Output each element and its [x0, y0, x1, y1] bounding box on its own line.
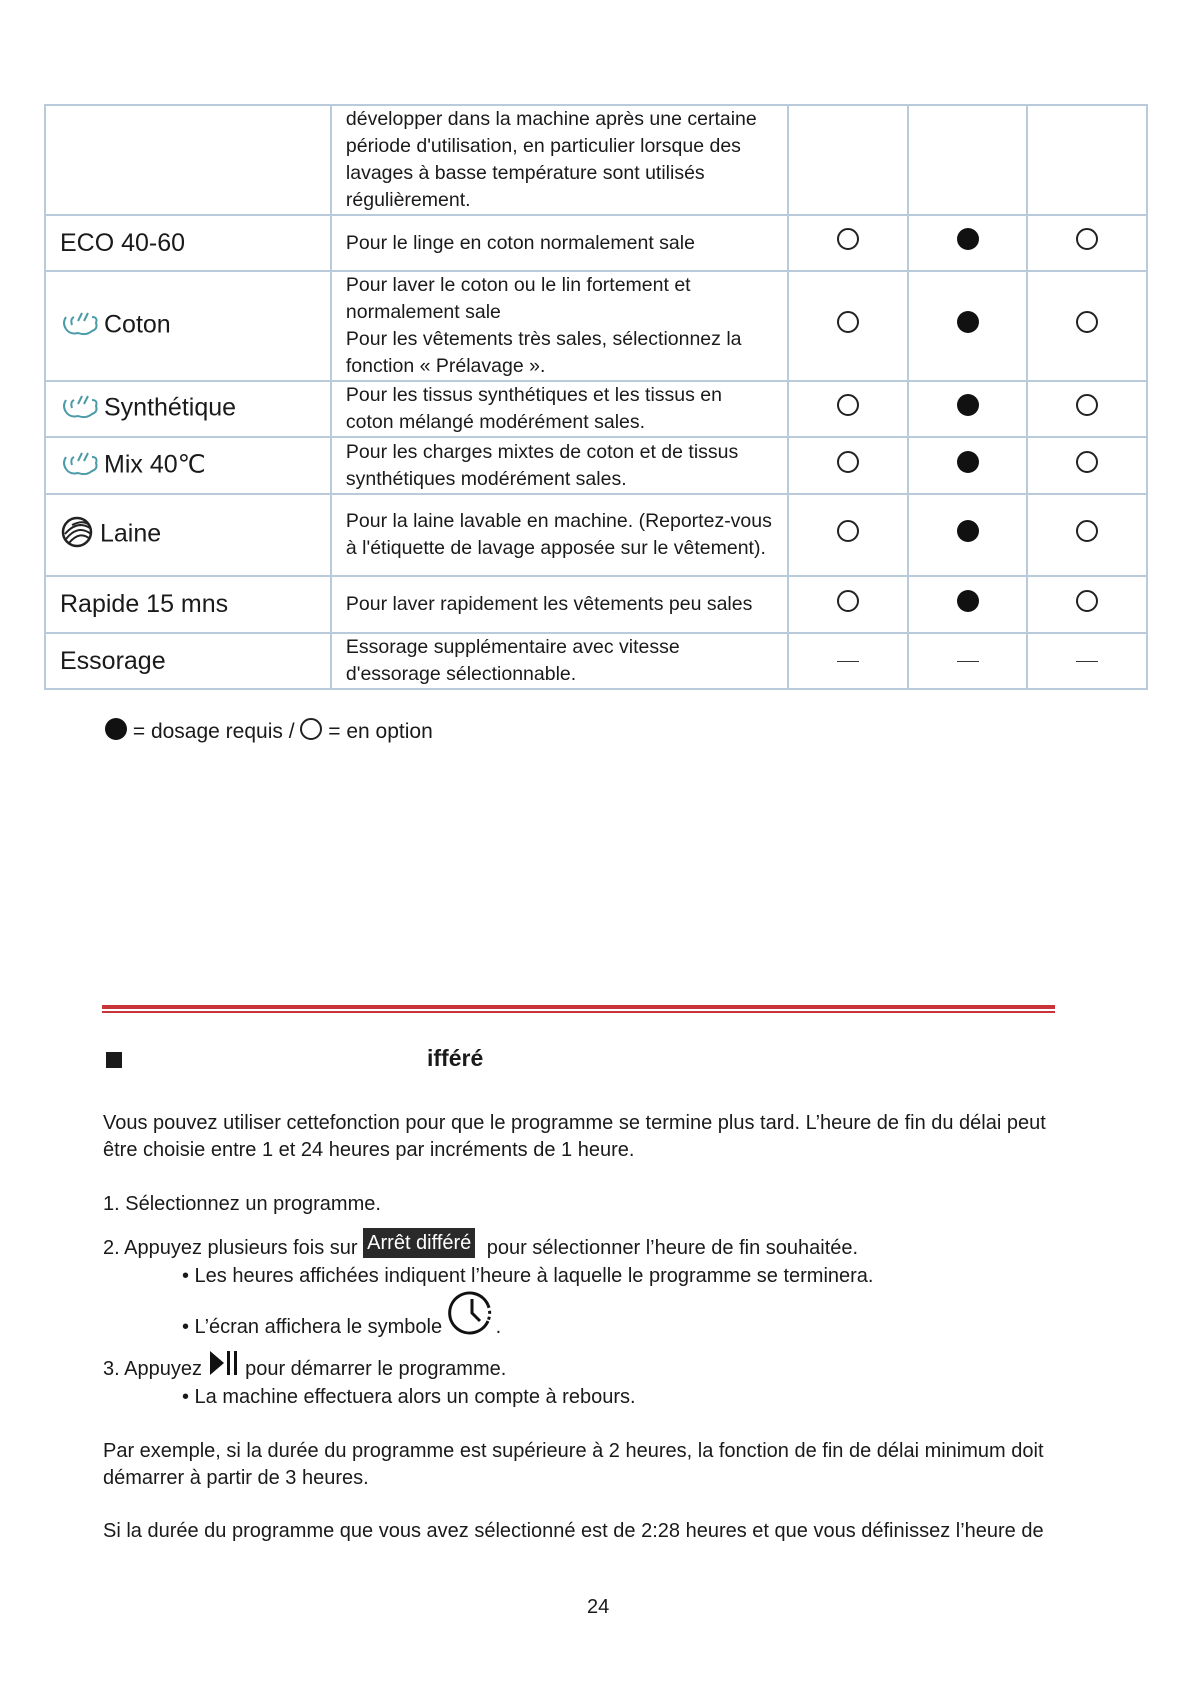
bullet-3: • La machine effectuera alors un compte à rebours.: [182, 1386, 636, 1408]
dosage-cell: [788, 381, 908, 437]
square-bullet-icon: [106, 1052, 122, 1068]
empty-circle-icon: [837, 590, 859, 612]
program-name-cell: [45, 576, 331, 633]
step-3: [103, 1356, 506, 1383]
bullet-1: • Les heures affichées indiquent l’heure à laquelle le programme se terminera.: [182, 1265, 874, 1287]
dosage-cell: [908, 633, 1028, 689]
program-name: Essorage: [60, 646, 166, 675]
step-3-text: 3. Appuyez: [103, 1358, 202, 1380]
empty-circle-icon: [1076, 311, 1098, 333]
filled-circle-icon: [957, 590, 979, 612]
empty-circle-icon: [1076, 451, 1098, 473]
step-3-text-end: pour démarrer le programme.: [245, 1358, 507, 1380]
dosage-cell: [788, 494, 908, 576]
program-description: Pour laver le coton ou le lin fortement et normalement sale Pour les vêtements très sales, sélectionnez la fonction « Prélavage ».: [331, 271, 788, 381]
dosage-cell: [1027, 437, 1147, 494]
program-name-cell: [45, 437, 331, 494]
cotton-icon: [60, 392, 100, 426]
last-paragraph: Si la durée du programme que vous avez sélectionné est de 2:28 heures et que vous définissez l’heure de: [103, 1520, 1044, 1542]
dosage-cell: [908, 381, 1028, 437]
filled-circle-icon: [105, 718, 127, 740]
table-row: [45, 271, 1147, 381]
dosage-cell: [788, 437, 908, 494]
filled-circle-icon: [957, 520, 979, 542]
program-description: Pour les charges mixtes de coton et de tissus synthétiques modérément sales.: [331, 437, 788, 494]
program-description: développer dans la machine après une certaine période d'utilisation, en particulier lorsque des lavages à basse température sont utilisés régulièrement.: [331, 105, 788, 215]
filled-circle-icon: [957, 451, 979, 473]
legend-optional: = en option: [328, 720, 433, 743]
dosage-cell: [1027, 576, 1147, 633]
dosage-cell: [908, 271, 1028, 381]
empty-circle-icon: [837, 451, 859, 473]
program-description: Pour la laine lavable en machine. (Reportez-vous à l'étiquette de lavage apposée sur le vêtement).: [331, 494, 788, 576]
empty-circle-icon: [1076, 590, 1098, 612]
dosage-cell: [1027, 105, 1147, 215]
clock-icon-holder: [448, 1317, 496, 1333]
table-section: [44, 104, 1148, 746]
dosage-cell: [908, 576, 1028, 633]
delay-button-holder: [363, 1232, 481, 1254]
cotton-icon: [60, 309, 100, 343]
dosage-cell: [788, 271, 908, 381]
section-title: ifféré: [427, 1045, 484, 1071]
program-table: [44, 104, 1148, 690]
empty-circle-icon: [300, 718, 322, 740]
table-row: [45, 576, 1147, 633]
table-row: [45, 105, 1147, 215]
program-name-cell: [45, 105, 331, 215]
dosage-cell: [788, 633, 908, 689]
bullet-2: • L’écran affichera le symbole .: [182, 1314, 501, 1341]
empty-circle-icon: [1076, 228, 1098, 250]
table-row: [45, 437, 1147, 494]
program-name-cell: [45, 271, 331, 381]
dosage-cell: [908, 494, 1028, 576]
dash-icon: [1076, 661, 1098, 663]
program-name: Rapide 15 mns: [60, 590, 229, 618]
program-description: Pour le linge en coton normalement sale: [331, 215, 788, 271]
table-row: [45, 494, 1147, 576]
empty-circle-icon: [1076, 520, 1098, 542]
program-description: Pour les tissus synthétiques et les tissus en coton mélangé modérément sales.: [331, 381, 788, 437]
program-description: Pour laver rapidement les vêtements peu sales: [331, 576, 788, 633]
dosage-cell: [1027, 381, 1147, 437]
dosage-cell: [1027, 215, 1147, 271]
step-2: [103, 1232, 859, 1262]
play-pause-holder: [208, 1359, 240, 1375]
dosage-cell: [908, 437, 1028, 494]
program-name: Mix 40℃: [104, 450, 206, 479]
dosage-cell: [788, 215, 908, 271]
intro-paragraph: Vous pouvez utiliser cettefonction pour que le programme se termine plus tard. L’heure de fin du délai peut être choisie entre 1 et 24 heures par incréments de 1 heure.: [103, 1112, 1046, 1161]
page-number: 24: [587, 1596, 610, 1618]
clock-icon: [448, 1289, 496, 1337]
red-rule: [102, 1005, 1055, 1009]
delay-button-label: Arrêt différé: [363, 1228, 475, 1258]
filled-circle-icon: [957, 311, 979, 333]
red-rule-thin: [102, 1011, 1055, 1013]
play-pause-icon: [208, 1349, 240, 1379]
bullet-2-text: • L’écran affichera le symbole: [182, 1316, 443, 1338]
wool-icon: [60, 516, 96, 554]
step-2-text: 2. Appuyez plusieurs fois sur: [103, 1237, 358, 1259]
program-name: ECO 40-60: [60, 228, 186, 257]
program-name-cell: [45, 381, 331, 437]
cotton-icon: [60, 449, 100, 483]
filled-circle-icon: [957, 394, 979, 416]
example-paragraph: Par exemple, si la durée du programme est supérieure à 2 heures, la fonction de fin de délai minimum doit démarrer à partir de 3 heures.: [103, 1440, 1044, 1489]
step-2-text-end: pour sélectionner l’heure de fin souhaitée.: [486, 1237, 859, 1259]
program-name: Laine: [100, 519, 162, 548]
empty-circle-icon: [1076, 394, 1098, 416]
legend-required: = dosage requis /: [132, 720, 295, 743]
dosage-cell: [788, 576, 908, 633]
program-name: Synthétique: [104, 393, 237, 422]
program-name: Coton: [104, 310, 171, 339]
dosage-cell: [1027, 494, 1147, 576]
empty-circle-icon: [837, 520, 859, 542]
dosage-cell: [1027, 271, 1147, 381]
table-row: [45, 215, 1147, 271]
program-name-cell: [45, 633, 331, 689]
table-row: [45, 633, 1147, 689]
dash-icon: [957, 661, 979, 663]
step-1: 1. Sélectionnez un programme.: [103, 1193, 381, 1215]
empty-circle-icon: [837, 394, 859, 416]
legend: [105, 718, 1148, 746]
program-description: Essorage supplémentaire avec vitesse d'essorage sélectionnable.: [331, 633, 788, 689]
filled-circle-icon: [957, 228, 979, 250]
program-name-cell: [45, 215, 331, 271]
empty-circle-icon: [837, 228, 859, 250]
table-row: [45, 381, 1147, 437]
dash-icon: [837, 661, 859, 663]
dosage-cell: [908, 215, 1028, 271]
dosage-cell: [908, 105, 1028, 215]
dosage-cell: [1027, 633, 1147, 689]
program-name-cell: [45, 494, 331, 576]
dosage-cell: [788, 105, 908, 215]
empty-circle-icon: [837, 311, 859, 333]
